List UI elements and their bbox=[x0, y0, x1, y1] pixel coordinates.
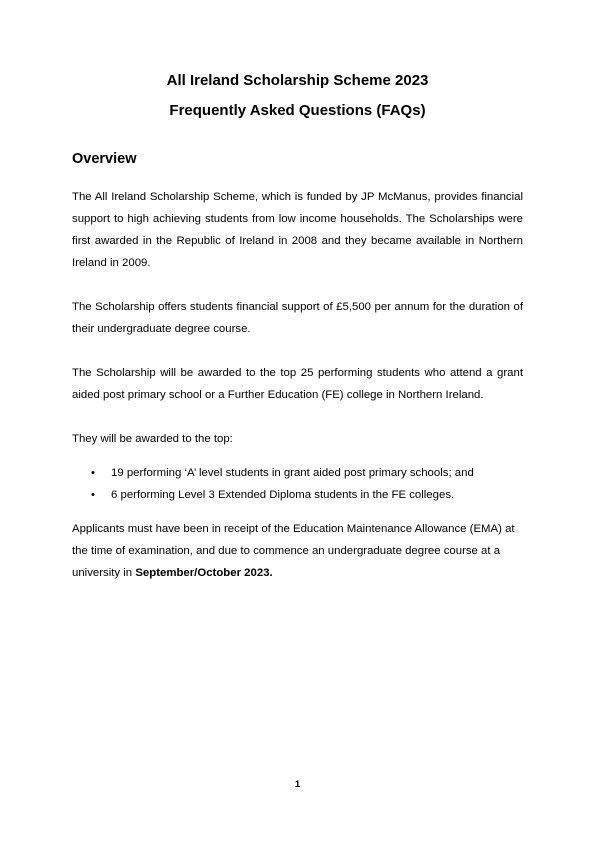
list-item-text: 19 performing ‘A’ level students in grant aided post primary schools; and bbox=[111, 467, 474, 479]
document-title: All Ireland Scholarship Scheme 2023 bbox=[166, 72, 429, 89]
bullet-list bbox=[72, 462, 523, 506]
paragraph-award-criteria: The Scholarship will be awarded to the top 25 performing students who attend a grant aided post primary school or a Further Education (FE) college in Northern Ireland. bbox=[72, 367, 523, 401]
bullet-icon: • bbox=[91, 467, 95, 479]
paragraph-intro: The All Ireland Scholarship Scheme, which is funded by JP McManus, provides financial support to high achieving students from low income households. The Scholarships were first awarded in the Republic of Ireland in 2008 and they became available in Northern Ireland in 2009. bbox=[72, 191, 523, 269]
paragraph-eligibility bbox=[72, 518, 523, 584]
page-number: 1 bbox=[294, 779, 301, 790]
document-body bbox=[72, 186, 523, 606]
list-item-text: 6 performing Level 3 Extended Diploma students in the FE colleges. bbox=[111, 489, 455, 501]
eligibility-date: September/October 2023. bbox=[135, 567, 273, 579]
section-heading-overview: Overview bbox=[72, 151, 137, 167]
document-subtitle: Frequently Asked Questions (FAQs) bbox=[169, 102, 426, 119]
list-item bbox=[72, 484, 523, 506]
paragraph-financial-support: The Scholarship offers students financial support of £5,500 per annum for the duration of their undergraduate degree course. bbox=[72, 301, 523, 335]
list-item bbox=[72, 462, 523, 484]
eligibility-text: Applicants must have been in receipt of the Education Maintenance Allowance (EMA) at the time of examination, and due to commence an undergraduate degree course at a university in bbox=[72, 523, 515, 579]
bullet-icon: • bbox=[91, 489, 95, 501]
paragraph-awarded-to: They will be awarded to the top: bbox=[72, 433, 233, 445]
